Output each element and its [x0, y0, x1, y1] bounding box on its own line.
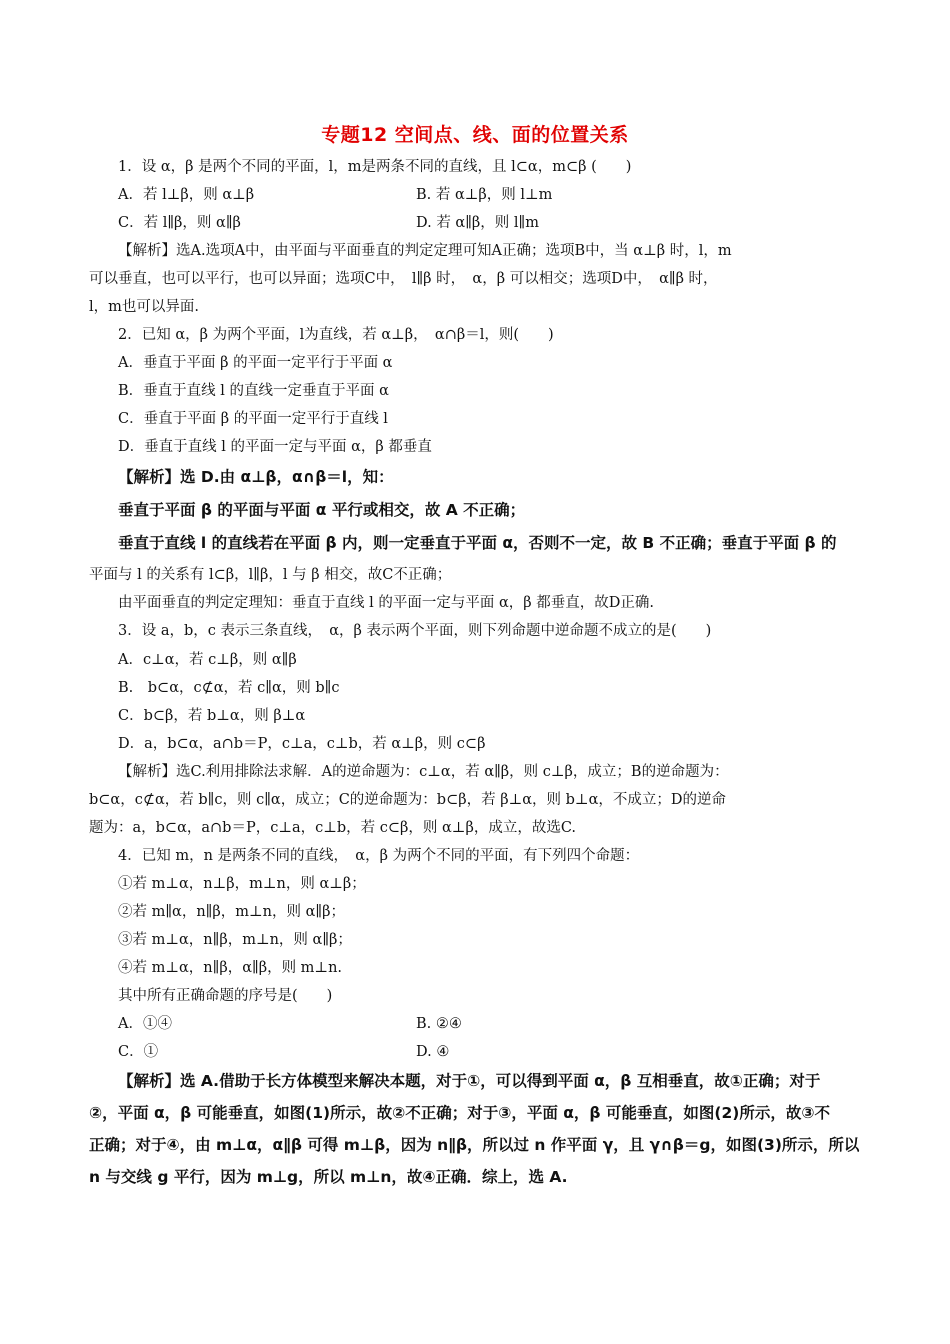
- question-3-option-a: A．c⊥α，若 c⊥β，则 α∥β: [118, 652, 297, 668]
- question-1-stem: 1．设 α，β 是两个不同的平面，l，m是两条不同的直线，且 l⊂α，m⊂β ( ): [118, 159, 632, 175]
- question-2-analysis-line: 平面与 l 的关系有 l⊂β，l∥β，l 与 β 相交，故C不正确；: [89, 567, 452, 583]
- question-2-analysis-bold-line: 垂直于平面 β 的平面与平面 α 平行或相交，故 A 不正确；: [118, 501, 526, 519]
- question-2-option-b: B．垂直于直线 l 的直线一定垂直于平面 α: [118, 383, 389, 399]
- question-1-analysis-line: 可以垂直，也可以平行，也可以异面；选项C中， l∥β 时， α，β 可以相交；选项D中， α∥β 时，: [89, 271, 718, 287]
- question-4-proposition: ②若 m∥α，n∥β，m⊥n，则 α∥β；: [118, 904, 345, 920]
- question-4-option-d: D. ④: [416, 1044, 450, 1060]
- question-4-option-c: C．①: [118, 1044, 159, 1060]
- question-2-option-d: D．垂直于直线 l 的平面一定与平面 α，β 都垂直: [118, 439, 432, 455]
- question-2-analysis-bold-line: 【解析】选 D.由 α⊥β，α∩β＝l，知：: [118, 468, 394, 486]
- question-2-stem: 2．已知 α，β 为两个平面，l为直线，若 α⊥β， α∩β＝l，则( ): [118, 327, 554, 343]
- question-1-option-a: A．若 l⊥β，则 α⊥β: [118, 187, 255, 203]
- question-4-proposition: ③若 m⊥α，n∥β，m⊥n，则 α∥β；: [118, 932, 352, 948]
- question-3-option-c: C．b⊂β，若 b⊥α，则 β⊥α: [118, 708, 306, 724]
- question-4-analysis-bold-line: 【解析】选 A.借助于长方体模型来解决本题，对于①，可以得到平面 α，β 互相垂直，故①正确；对于: [118, 1072, 821, 1090]
- question-3-analysis-line: 题为：a，b⊂α，a∩b＝P，c⊥a，c⊥b，若 c⊂β，则 α⊥β，成立，故选C.: [89, 820, 577, 836]
- question-1-analysis-line: 【解析】选A.选项A中，由平面与平面垂直的判定定理可知A正确；选项B中，当 α⊥β 时，l，m: [118, 243, 732, 259]
- question-1-option-d: D. 若 α∥β，则 l∥m: [416, 215, 540, 231]
- question-4-option-b: B. ②④: [416, 1016, 462, 1032]
- question-1-analysis-line: l，m也可以异面.: [89, 299, 199, 315]
- question-3-analysis-line: b⊂α，c⊄α，若 b∥c，则 c∥α，成立；C的逆命题为：b⊂β，若 β⊥α，则 b⊥α，不成立；D的逆命: [89, 792, 726, 808]
- question-2-option-c: C．垂直于平面 β 的平面一定平行于直线 l: [118, 411, 388, 427]
- question-4-stem: 4．已知 m，n 是两条不同的直线， α，β 为两个不同的平面，有下列四个命题：: [118, 848, 640, 864]
- question-3-stem: 3．设 a，b，c 表示三条直线， α，β 表示两个平面，则下列命题中逆命题不成立的是( ): [118, 623, 712, 639]
- question-4-proposition: ④若 m⊥α，n∥β，α∥β，则 m⊥n.: [118, 960, 343, 976]
- question-4-analysis-bold-line: n 与交线 g 平行，因为 m⊥g，所以 m⊥n，故④正确．综上，选 A.: [89, 1168, 568, 1186]
- question-4-option-a: A．①④: [118, 1016, 172, 1032]
- page-title: 专题12 空间点、线、面的位置关系: [321, 124, 629, 146]
- question-4-analysis-bold-line: ②，平面 α，β 可能垂直，如图(1)所示，故②不正确；对于③，平面 α，β 可能垂直，如图(2)所示，故③不: [89, 1104, 830, 1122]
- question-3-analysis-line: 【解析】选C.利用排除法求解．A的逆命题为：c⊥α，若 α∥β，则 c⊥β，成立；B的逆命题为：: [118, 764, 729, 780]
- question-1-option-b: B. 若 α⊥β，则 l⊥m: [416, 187, 553, 203]
- question-2-analysis-line: 由平面垂直的判定定理知：垂直于直线 l 的平面一定与平面 α，β 都垂直，故D正确.: [118, 595, 654, 611]
- question-4-proposition: ①若 m⊥α，n⊥β，m⊥n，则 α⊥β；: [118, 876, 366, 892]
- question-4-question: 其中所有正确命题的序号是( ): [118, 988, 333, 1004]
- question-1-option-c: C．若 l∥β，则 α∥β: [118, 215, 241, 231]
- question-3-option-d: D．a，b⊂α，a∩b＝P，c⊥a，c⊥b，若 α⊥β，则 c⊂β: [118, 736, 486, 752]
- question-4-analysis-bold-line: 正确；对于④，由 m⊥α，α∥β 可得 m⊥β，因为 n∥β，所以过 n 作平面 γ，且 γ∩β＝g，如图(3)所示，所以: [89, 1136, 860, 1154]
- question-2-analysis-bold-line: 垂直于直线 l 的直线若在平面 β 内，则一定垂直于平面 α，否则不一定，故 B 不正确；垂直于平面 β 的: [118, 534, 837, 552]
- question-3-option-b: B. b⊂α，c⊄α，若 c∥α，则 b∥c: [118, 680, 340, 696]
- question-2-option-a: A．垂直于平面 β 的平面一定平行于平面 α: [118, 355, 393, 371]
